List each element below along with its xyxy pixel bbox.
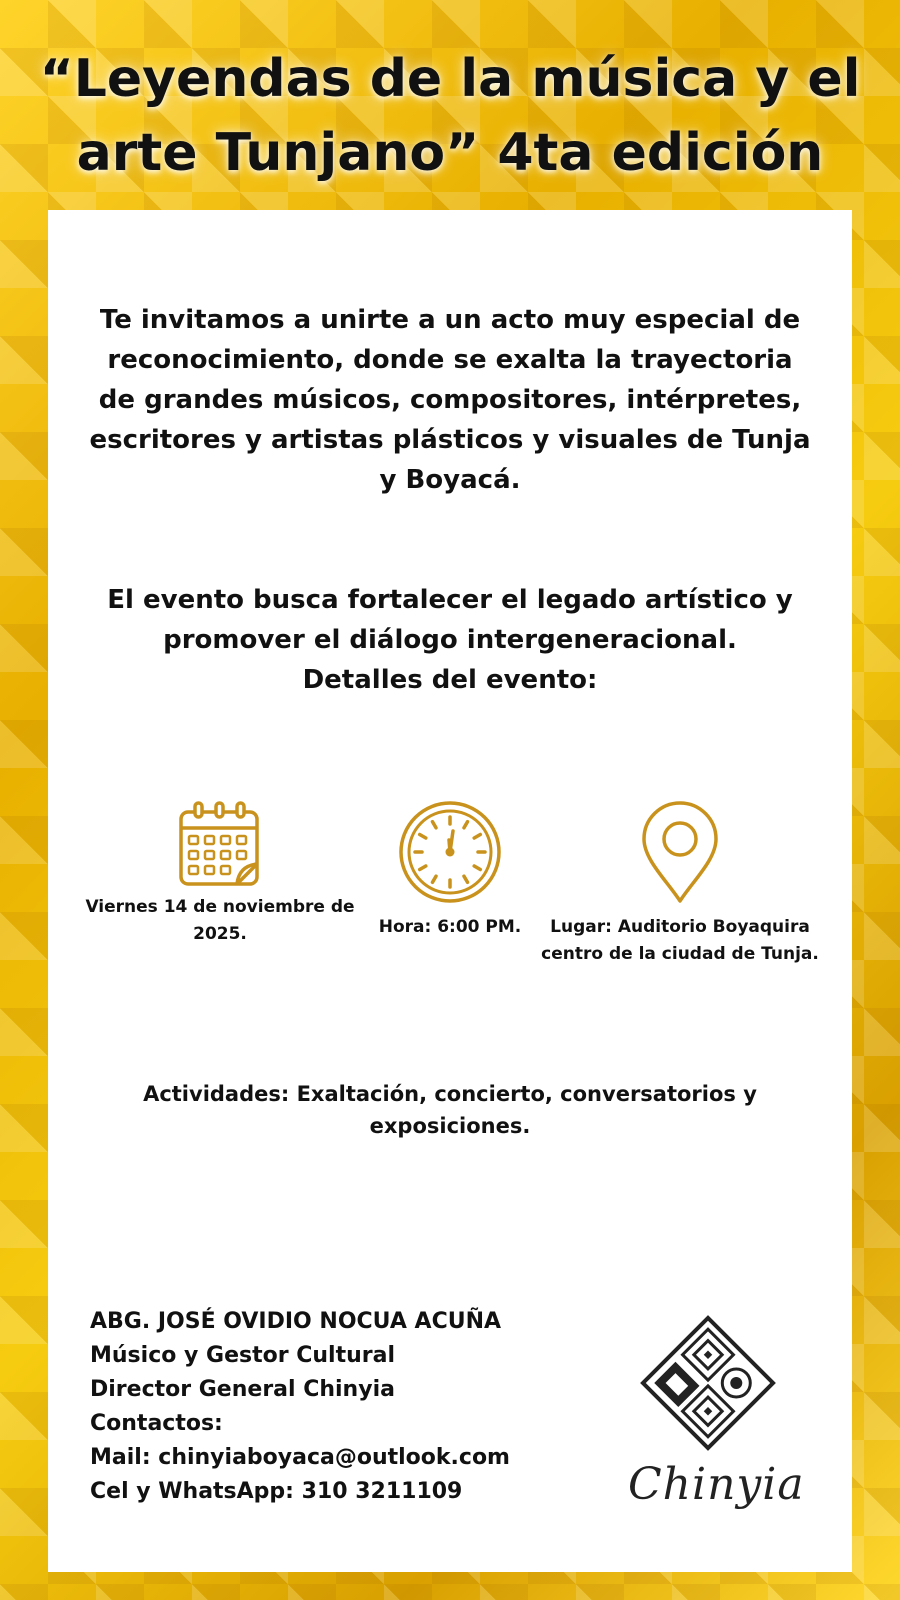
contact-position: Director General Chinyia: [90, 1377, 395, 1402]
goal-paragraph: El evento busca fortalecer el legado artístico y promover el diálogo intergeneracional.: [107, 585, 793, 655]
event-title: [0, 42, 900, 190]
contacts-label: Contactos:: [90, 1411, 223, 1436]
event-time: Hora: 6:00 PM.: [378, 917, 522, 937]
event-title-line-1: “Leyendas de la música y el: [39, 49, 861, 109]
details-heading: Detalles del evento:: [302, 665, 598, 695]
contact-phone: Cel y WhatsApp: 310 3211109: [90, 1479, 463, 1504]
contact-role: Músico y Gestor Cultural: [90, 1343, 395, 1368]
contact-name: ABG. JOSÉ OVIDIO NOCUA ACUÑA: [90, 1309, 502, 1334]
event-place: Lugar: Auditorio Boyaquira centro de la ciudad de Tunja.: [541, 917, 819, 964]
chinyia-logo-text: Chinyia: [628, 1459, 805, 1510]
activities-text: Actividades: Exaltación, concierto, conversatorios y exposiciones.: [143, 1082, 757, 1138]
contact-block: [90, 1305, 610, 1509]
event-title-line-2: arte Tunjano” 4ta edición: [76, 123, 824, 183]
detail-place: [540, 800, 820, 968]
event-date: Viernes 14 de noviembre de 2025.: [85, 897, 355, 944]
clock-icon: [398, 800, 502, 904]
contact-mail: Mail: chinyiaboyaca@outlook.com: [90, 1445, 510, 1470]
chinyia-logo-emblem-icon: [628, 1315, 788, 1451]
intro-paragraph: Te invitamos a unirte a un acto muy especial de reconocimiento, donde se exalta la trayectoria de grandes músicos, compositores, intérpretes, escritores y artistas plásticos y visuales de Tunja y Boyacá.: [89, 305, 811, 495]
calendar-icon: [175, 800, 265, 890]
content-card: [48, 210, 852, 1572]
location-pin-icon: [639, 800, 721, 904]
chinyia-logo: [628, 1315, 805, 1510]
